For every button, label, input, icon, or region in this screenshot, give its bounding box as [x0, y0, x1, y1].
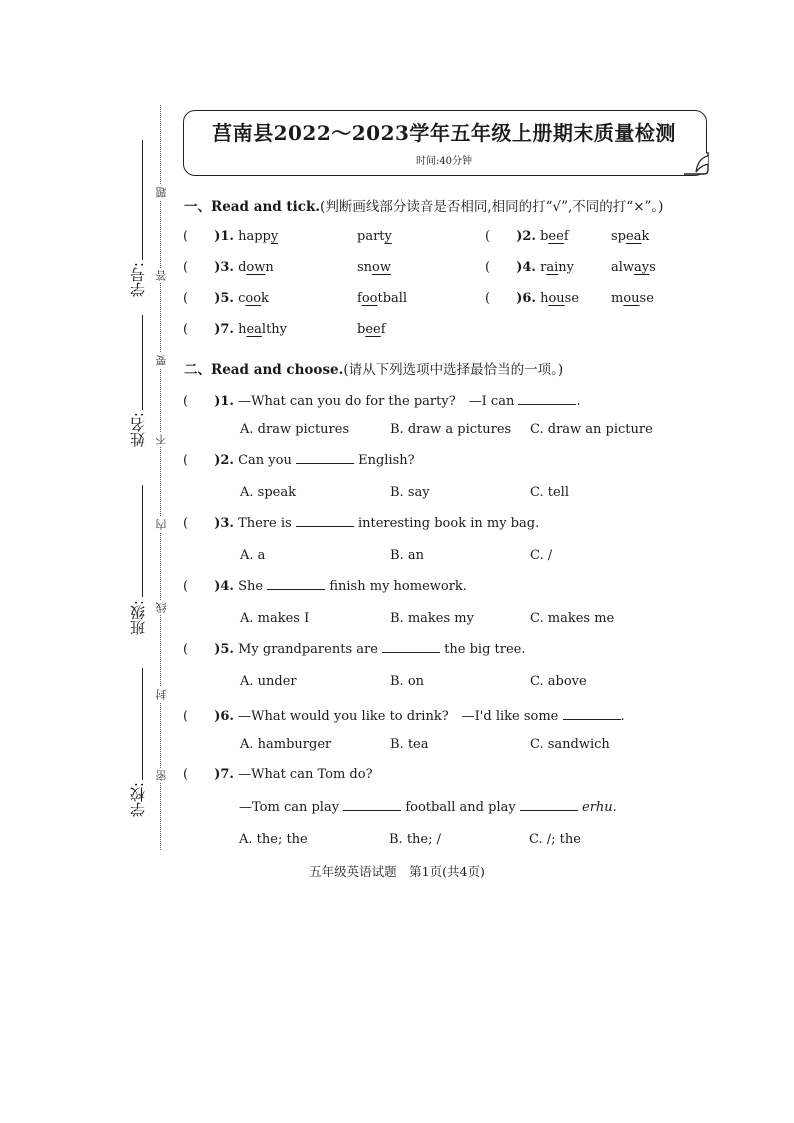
s1-item-2: [485, 229, 569, 244]
option-b[interactable]: B. on: [390, 674, 425, 689]
answer-paren[interactable]: (: [183, 516, 189, 531]
word-a: healthy: [238, 322, 288, 337]
question-stem: There is: [238, 516, 292, 531]
option-c[interactable]: C. /: [530, 548, 553, 563]
s1-item-5-word-b: football: [357, 291, 408, 306]
option-c[interactable]: C. above: [530, 674, 587, 689]
option-c[interactable]: C. sandwich: [530, 737, 610, 752]
question-number: )3.: [214, 516, 234, 531]
option-a[interactable]: A. hamburger: [240, 737, 332, 752]
s1-item-6-word-b: mouse: [611, 291, 654, 306]
s1-item-6: [485, 291, 579, 306]
option-a[interactable]: A. a: [240, 548, 266, 563]
seal-char: 密: [155, 770, 168, 781]
answer-paren[interactable]: (: [183, 453, 189, 468]
option-a[interactable]: A. under: [240, 674, 297, 689]
s2-question-2: [183, 453, 415, 468]
s1-item-7: [183, 322, 287, 337]
answer-paren[interactable]: (: [485, 229, 491, 244]
answer-paren[interactable]: (: [183, 229, 189, 244]
s1-item-4: [485, 260, 574, 275]
seal-char: 题: [155, 187, 168, 198]
section1-note: (判断画线部分读音是否相同,相同的打“√”,不同的打“×”。): [320, 199, 664, 215]
question-number: )5.: [214, 642, 234, 657]
item-number: )2.: [516, 229, 536, 244]
answer-blank[interactable]: [296, 525, 354, 527]
option-c[interactable]: C. /; the: [529, 832, 581, 847]
name-label: 姓名:: [129, 412, 147, 448]
option-a[interactable]: A. makes I: [240, 611, 310, 626]
s1-item-4-word-b: always: [611, 260, 656, 275]
question-stem-end: .: [576, 394, 581, 409]
question-stem-end: English?: [358, 453, 415, 468]
s2-question-5: [183, 642, 526, 657]
option-c[interactable]: C. tell: [530, 485, 569, 500]
item-number: )6.: [516, 291, 536, 306]
section1-heading: [184, 195, 663, 215]
seal-char: 要: [155, 355, 168, 366]
word-a: house: [540, 291, 580, 306]
school-line: [142, 668, 143, 780]
school-label: 学校:: [129, 782, 147, 818]
seal-char: 封: [155, 689, 168, 700]
question-number: )4.: [214, 579, 234, 594]
item-number: )3.: [214, 260, 234, 275]
item-number: )4.: [516, 260, 536, 275]
seal-line: [160, 105, 161, 850]
class-label: 班级:: [129, 600, 147, 636]
question-number: )7.: [214, 767, 234, 782]
section2-heading: [184, 358, 563, 378]
question-stem: She: [238, 579, 264, 594]
seal-char: 不: [155, 434, 168, 445]
answer-blank[interactable]: [520, 809, 578, 811]
answer-paren[interactable]: (: [183, 579, 189, 594]
word-a: happy: [238, 229, 279, 244]
s1-item-1: [183, 229, 278, 244]
answer-paren[interactable]: (: [183, 767, 189, 782]
s1-item-2-word-b: speak: [611, 229, 650, 244]
option-b[interactable]: B. makes my: [390, 611, 474, 626]
seal-char: 线: [155, 602, 168, 613]
s1-item-1-word-b: party: [357, 229, 392, 244]
s1-item-3: [183, 260, 274, 275]
name-line: [142, 315, 143, 410]
exam-title: 莒南县2022～2023学年五年级上册期末质量检测: [212, 121, 676, 145]
option-c[interactable]: C. makes me: [530, 611, 615, 626]
answer-paren[interactable]: (: [183, 642, 189, 657]
question-stem-mid: football and play: [405, 800, 516, 815]
word-a: rainy: [540, 260, 574, 275]
s2-question-1: [183, 390, 581, 409]
option-b[interactable]: B. tea: [390, 737, 429, 752]
s1-item-5: [183, 291, 269, 306]
answer-blank[interactable]: [343, 809, 401, 811]
option-b[interactable]: B. the; /: [389, 832, 441, 847]
answer-blank[interactable]: [267, 588, 325, 590]
question-stem: My grandparents are: [238, 642, 378, 657]
word-a: down: [238, 260, 274, 275]
option-a[interactable]: A. draw pictures: [240, 422, 350, 437]
student-id-label: 学号:: [129, 262, 147, 298]
question-stem: —What would you like to drink? —I'd like some: [238, 709, 559, 724]
answer-paren[interactable]: (: [183, 322, 189, 337]
exam-time: 时间:40分钟: [415, 156, 473, 167]
option-c[interactable]: C. draw an picture: [530, 422, 653, 437]
item-number: )7.: [214, 322, 234, 337]
seal-char: 答: [155, 270, 168, 281]
s2-question-3: [183, 516, 539, 531]
word-a: cook: [238, 291, 269, 306]
answer-blank[interactable]: [296, 462, 354, 464]
student-id-line: [142, 140, 143, 260]
answer-paren[interactable]: (: [183, 709, 189, 724]
answer-paren[interactable]: (: [485, 260, 491, 275]
question-number: )2.: [214, 453, 234, 468]
option-b[interactable]: B. draw a pictures: [390, 422, 512, 437]
option-b[interactable]: B. an: [390, 548, 424, 563]
question-stem: Can you: [238, 453, 292, 468]
question-number: )6.: [214, 709, 234, 724]
item-number: )1.: [214, 229, 234, 244]
option-a[interactable]: A. speak: [240, 485, 296, 500]
page-footer: 五年级英语试题 第1页(共4页): [309, 864, 485, 879]
s1-item-3-word-b: snow: [357, 260, 392, 275]
question-stem-end: erhu.: [582, 800, 617, 815]
seal-char: 内: [155, 519, 168, 530]
option-b[interactable]: B. say: [390, 485, 430, 500]
answer-paren[interactable]: (: [183, 394, 189, 409]
option-a[interactable]: A. the; the: [239, 832, 308, 847]
word-a: beef: [540, 229, 569, 244]
s2-question-7: [183, 767, 373, 782]
question-number: )1.: [214, 394, 234, 409]
answer-paren[interactable]: (: [485, 291, 491, 306]
answer-blank[interactable]: [382, 651, 440, 653]
class-line: [142, 485, 143, 597]
question-stem: —What can you do for the party? —I can: [238, 394, 515, 409]
answer-paren[interactable]: (: [183, 291, 189, 306]
answer-blank[interactable]: [563, 718, 621, 720]
section2-note: (请从下列选项中选择最恰当的一项。): [343, 362, 564, 378]
question-stem-end: finish my homework.: [329, 579, 467, 594]
s2-question-7-line2: [239, 800, 617, 815]
answer-paren[interactable]: (: [183, 260, 189, 275]
question-stem-end: .: [620, 709, 625, 724]
question-stem-end: interesting book in my bag.: [357, 516, 540, 531]
question-stem-end: the big tree.: [444, 642, 526, 657]
s2-question-4: [183, 579, 467, 594]
item-number: )5.: [214, 291, 234, 306]
question-stem: —What can Tom do?: [238, 767, 373, 782]
s1-item-7-word-b: beef: [357, 322, 386, 337]
answer-blank[interactable]: [518, 403, 576, 405]
section1-title: 一、Read and tick.: [184, 199, 321, 215]
section2-title: 二、Read and choose.: [184, 362, 344, 378]
question-stem: —Tom can play: [239, 800, 340, 815]
s2-question-6: [183, 705, 625, 724]
